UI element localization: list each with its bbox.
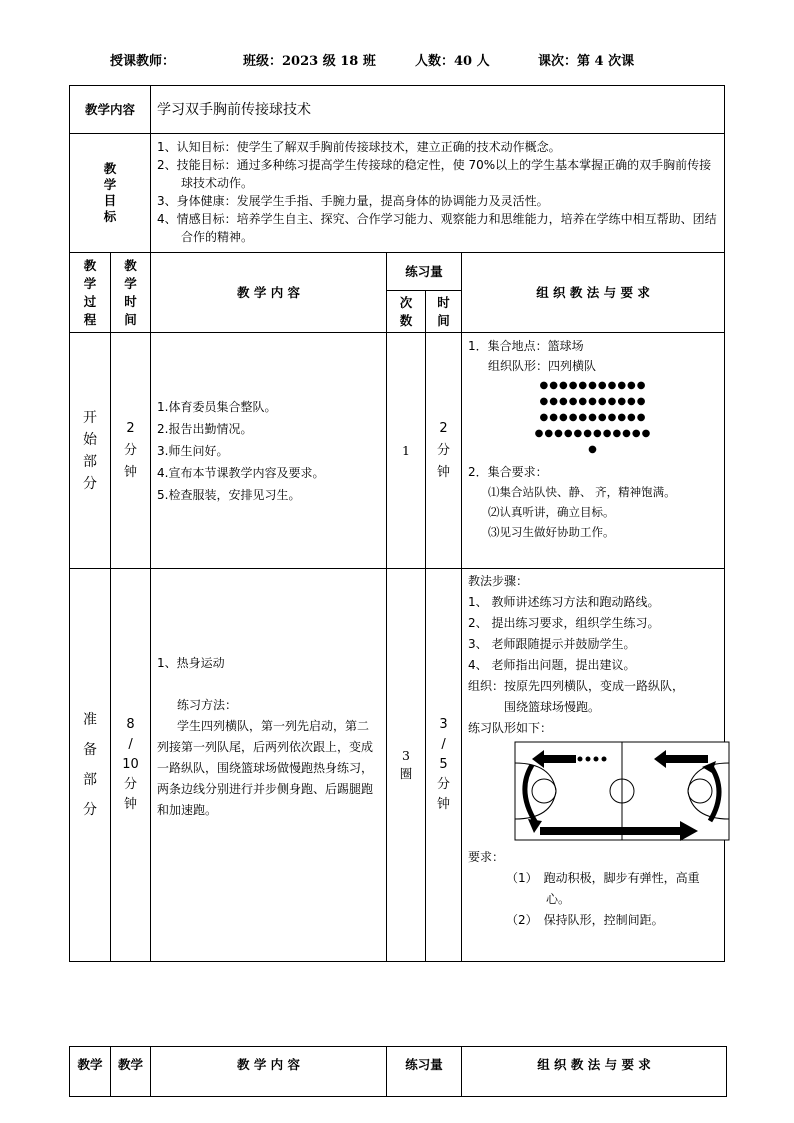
diagram-label: 练习队形如下： xyxy=(468,721,553,735)
method-line: 2．集合要求： xyxy=(468,465,548,479)
section2-name: 准备部分 xyxy=(70,569,111,962)
formation-row: ●●●●●●●●●●●● xyxy=(534,428,652,439)
next-page-table-header xyxy=(69,1046,727,1097)
section2-method xyxy=(462,569,725,962)
duration-part: 3 xyxy=(439,717,448,732)
org-line: 组织：按原先四列横队，变成一路纵队， xyxy=(468,679,685,693)
duration-part: 分钟 xyxy=(437,777,451,812)
section1-time: 2分钟 xyxy=(111,333,151,569)
req-item: （2） 保持队形，控制间距。 xyxy=(506,913,664,927)
formation-row: ●●●●●●●●●●● xyxy=(539,380,647,391)
time-part: 分钟 xyxy=(123,777,137,812)
goals-label xyxy=(70,134,151,253)
step-item: 3、 老师跟随提示并鼓励学生。 xyxy=(468,637,636,651)
bottom-header-load: 练习量 xyxy=(387,1047,462,1097)
header-time: 教学时间 xyxy=(111,253,151,333)
content-item: 1.体育委员集合整队。 xyxy=(157,399,277,414)
content-item: 2.报告出勤情况。 xyxy=(157,421,253,436)
runner-dot xyxy=(586,757,591,762)
req-item: ⑶见习生做好协助工作。 xyxy=(488,525,615,539)
org-line: 围绕篮球场慢跑。 xyxy=(504,700,601,714)
content-label: 教学内容 xyxy=(70,86,151,134)
content-value: 学习双手胸前传接球技术 xyxy=(151,86,725,134)
header-duration: 时间 xyxy=(426,291,462,333)
section2-count: 3圈 xyxy=(387,569,426,962)
section1-duration: 2分钟 xyxy=(426,333,462,569)
header-method: 组 织 教 法 与 要 求 xyxy=(462,253,725,333)
time-part: / xyxy=(128,737,133,752)
step-item: 2、 提出练习要求，组织学生练习。 xyxy=(468,616,660,630)
req-title: 要求： xyxy=(468,850,505,864)
bottom-header-process: 教学 xyxy=(70,1047,111,1097)
lesson-plan-table xyxy=(69,85,725,962)
section1-method xyxy=(462,333,725,569)
bottom-header-content: 教 学 内 容 xyxy=(151,1047,387,1097)
count-label: 人数：40 人 xyxy=(415,54,490,69)
method-title: 教法步骤： xyxy=(468,574,529,588)
section1-content xyxy=(151,333,387,569)
section2-content xyxy=(151,569,387,962)
header-count: 次数 xyxy=(387,291,426,333)
goals-list xyxy=(151,134,725,253)
req-item: （1） 跑动积极，脚步有弹性，高重心。 xyxy=(506,871,700,906)
content-body: 学生四列横队，第一列先启动，第二列接第一列队尾，后两列依次跟上，变成一路纵队，围绕篮球场做慢跑热身练习，两条边线分别进行并步侧身跑、后踢腿跑和加速跑。 xyxy=(157,719,374,817)
bottom-header-time: 教学 xyxy=(111,1047,151,1097)
req-item: ⑵认真听讲，确立目标。 xyxy=(488,505,615,519)
time-part: 8 xyxy=(126,717,135,732)
req-item: ⑴集合站队快、静、 齐，精神饱满。 xyxy=(488,485,676,499)
content-item: 3.师生问好。 xyxy=(157,443,229,458)
formation-diagram xyxy=(468,378,718,458)
runner-dot xyxy=(594,757,599,762)
method-line: 组织队形：四列横队 xyxy=(488,359,597,373)
section2-duration xyxy=(426,569,462,962)
goal-item: 4、情感目标：培养学生自主、探究、合作学习能力、观察能力和思维能力，培养在学练中相互帮助、团结合作的精神。 xyxy=(157,212,717,244)
content-sub: 练习方法： xyxy=(177,698,238,712)
class-label: 班级：2023 级 18 班 xyxy=(243,54,376,69)
runner-dot xyxy=(602,757,607,762)
section1-name: 开始部分 xyxy=(70,333,111,569)
header-content: 教 学 内 容 xyxy=(151,253,387,333)
header-process: 教学过程 xyxy=(70,253,111,333)
section1-count: 1 xyxy=(387,333,426,569)
duration-part: 5 xyxy=(439,757,448,772)
goal-item: 3、身体健康：发展学生手指、手腕力量，提高身体的协调能力及灵活性。 xyxy=(157,194,549,208)
runner-dot xyxy=(578,757,583,762)
goals-label-text: 教学目标 xyxy=(103,161,117,224)
header-load: 练习量 xyxy=(387,253,462,291)
formation-row: ●●●●●●●●●●● xyxy=(539,396,647,407)
duration-part: / xyxy=(441,737,446,752)
teacher-label: 授课教师： xyxy=(110,54,176,69)
goal-item: 2、技能目标：通过多种练习提高学生传接球的稳定性，使 70%以上的学生基本掌握正确的双手胸前传接球技术动作。 xyxy=(157,158,712,190)
method-line: 1．集合地点：篮球场 xyxy=(468,339,584,353)
content-item: 4.宣布本节课教学内容及要求。 xyxy=(157,465,325,480)
bottom-header-method: 组 织 教 法 与 要 求 xyxy=(462,1047,727,1097)
content-item: 5.检查服装，安排见习生。 xyxy=(157,487,301,502)
step-item: 4、 老师指出问题，提出建议。 xyxy=(468,658,636,672)
section2-time xyxy=(111,569,151,962)
content-title: 1、热身运动 xyxy=(157,656,225,670)
lesson-label: 课次：第 4 次课 xyxy=(538,54,635,69)
formation-row: ●●●●●●●●●●● xyxy=(539,412,647,423)
goal-item: 1、认知目标：使学生了解双手胸前传接球技术，建立正确的技术动作概念。 xyxy=(157,140,561,154)
time-part: 10 xyxy=(122,757,139,772)
teacher-marker: ● xyxy=(588,444,598,455)
court-diagram xyxy=(514,741,730,841)
step-item: 1、 教师讲述练习方法和跑动路线。 xyxy=(468,595,660,609)
